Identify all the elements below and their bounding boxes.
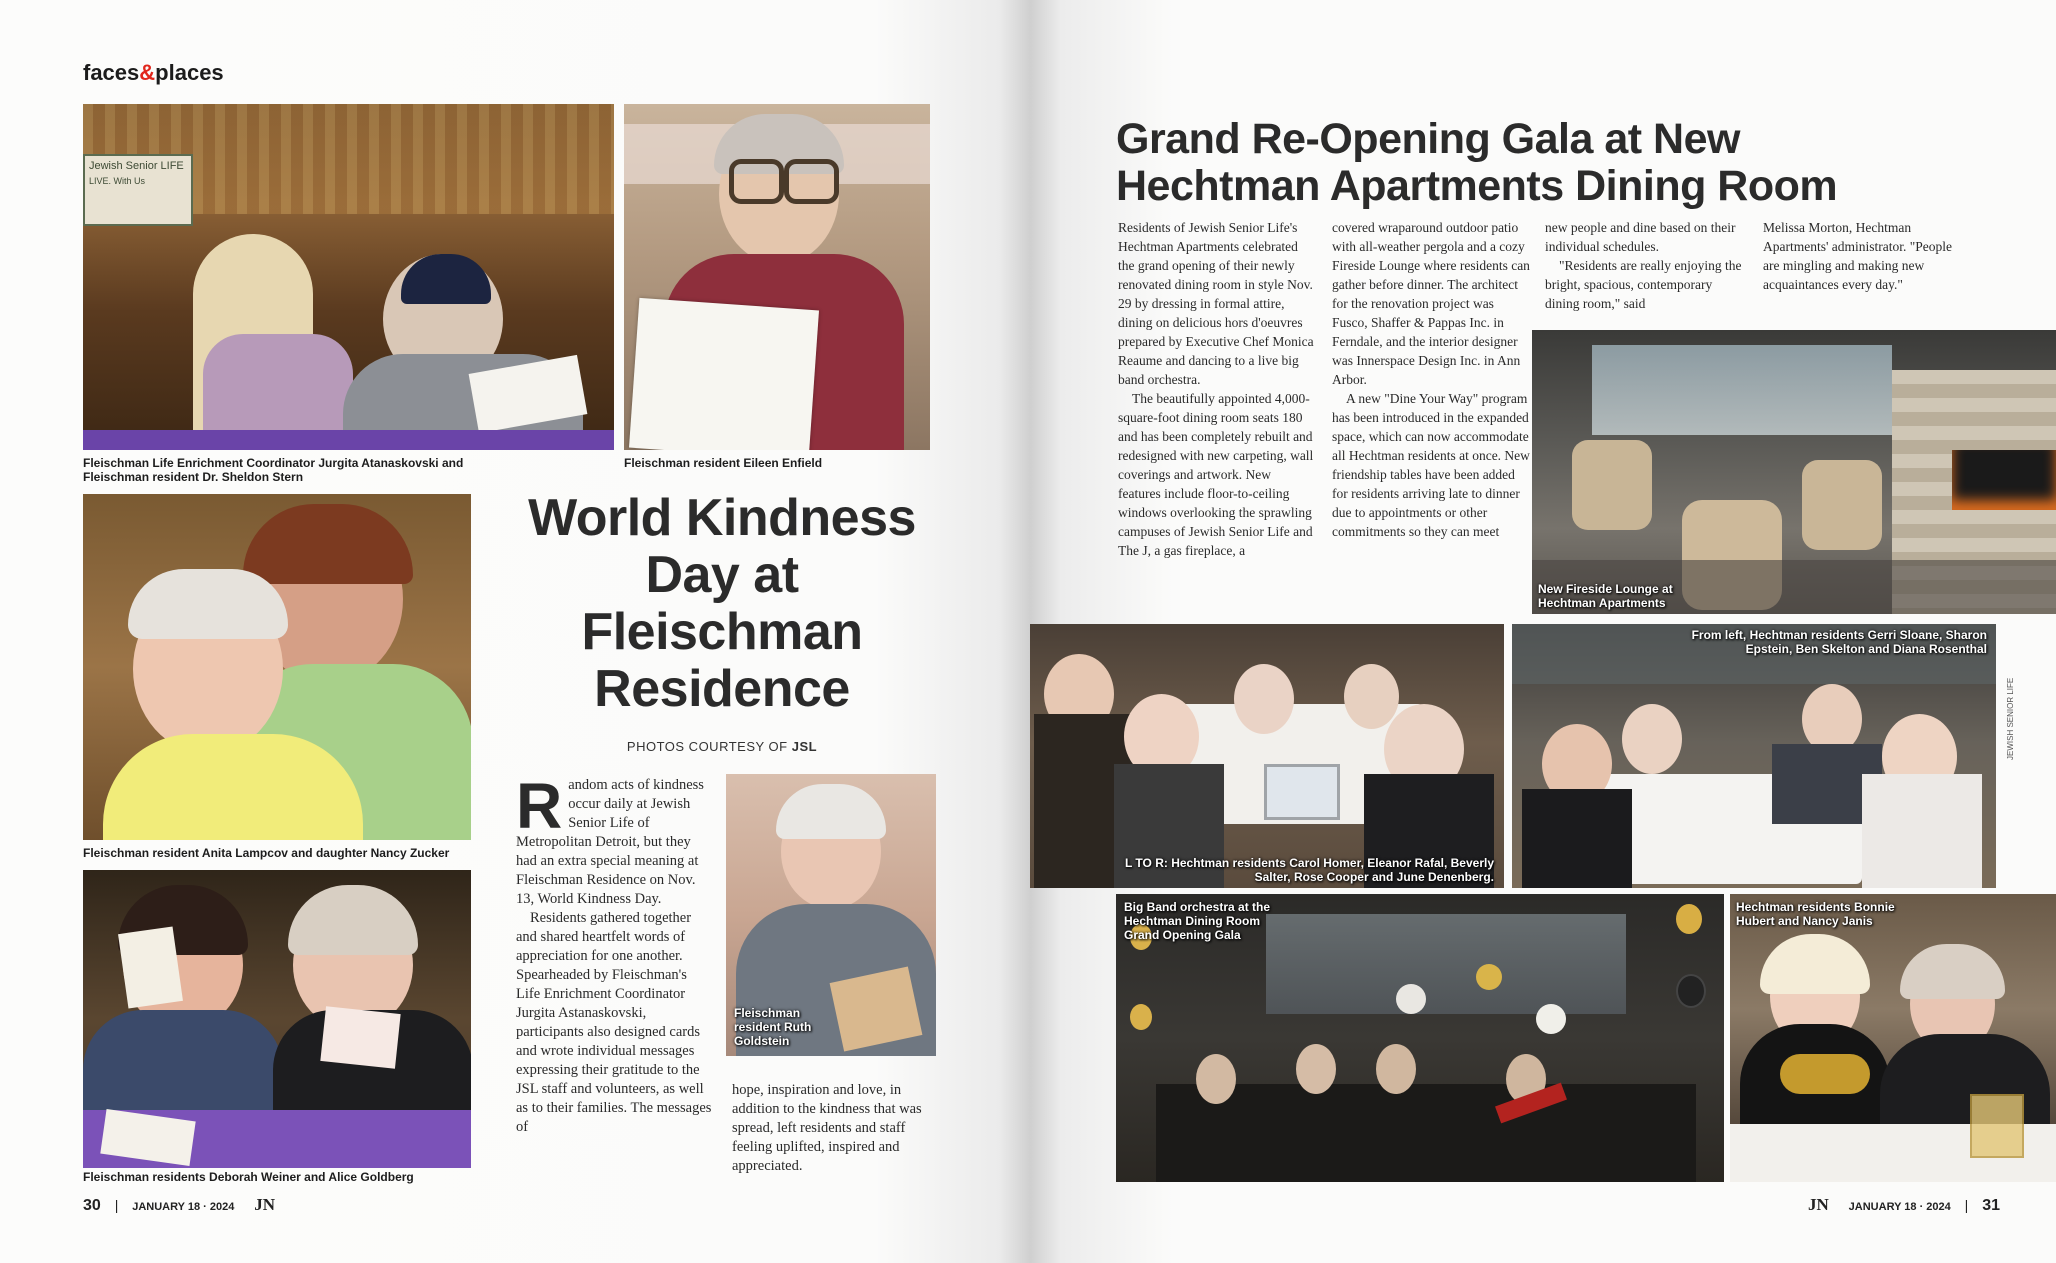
left-body-col1 bbox=[516, 770, 712, 1137]
right-body-col4 bbox=[1763, 218, 1963, 294]
section-label-faces: faces bbox=[83, 60, 140, 85]
section-label bbox=[83, 60, 224, 86]
sign-subtext: LIVE. With Us bbox=[89, 176, 146, 186]
section-label-places: places bbox=[155, 60, 224, 85]
right-body-col4-p1: Melissa Morton, Hechtman Apartments' administrator. "People are mingling and making new acquaintances every day." bbox=[1763, 220, 1953, 292]
right-body-col3-p2: "Residents are really enjoying the bright, spacious, contemporary dining room," said bbox=[1545, 258, 1742, 311]
caption-photo3: Fleischman resident Anita Lampcov and daughter Nancy Zucker bbox=[83, 846, 450, 860]
photo-big-band bbox=[1116, 894, 1724, 1182]
left-folio: 30 | JANUARY 18 · 2024 JN bbox=[83, 1195, 275, 1214]
right-folio: JN JANUARY 18 · 2024 | 31 bbox=[1808, 1195, 2000, 1214]
jsl-sign bbox=[83, 154, 193, 226]
caption-right-group: From left, Hechtman residents Gerri Sloane, Sharon Epstein, Ben Skelton and Diana Rosenthal bbox=[1691, 628, 1987, 656]
section-label-amp: & bbox=[139, 60, 156, 85]
sign-text: Jewish Senior LIFE bbox=[89, 160, 184, 172]
right-headline: Grand Re-Opening Gala at New Hechtman Apartments Dining Room bbox=[1116, 115, 1838, 210]
photo-left-group bbox=[1030, 624, 1504, 888]
caption-band: Big Band orchestra at the Hechtman Dining Room Grand Opening Gala bbox=[1124, 900, 1271, 942]
folio-date-left: JANUARY 18 · 2024 bbox=[132, 1201, 235, 1213]
caption-left-group: L TO R: Hechtman residents Carol Homer, Eleanor Rafal, Beverly Salter, Rose Cooper and June Denenberg. bbox=[1124, 856, 1494, 884]
folio-number-left: 30 bbox=[83, 1197, 101, 1214]
right-body-col3 bbox=[1545, 218, 1745, 313]
photo-fireside-lounge bbox=[1532, 330, 2056, 614]
folio-logo-left: JN bbox=[254, 1195, 275, 1214]
caption-photo5: Fleischman resident Ruth Goldstein bbox=[734, 1006, 812, 1048]
photo-enrichment-coordinator bbox=[83, 104, 614, 450]
left-body-p2: Residents gathered together and shared heartfelt words of appreciation for one another. Spearheaded by Fleischman's Life Enrichment Coordinator Jurgita Astanaskovski, participants also designed cards and wrote individual messages expressing their gratitude to the JSL staff and volunteers, as well as to their families. The messages of bbox=[516, 910, 712, 1135]
caption-photo4: Fleischman residents Deborah Weiner and Alice Goldberg bbox=[83, 1170, 414, 1184]
right-page bbox=[1030, 0, 2056, 1263]
photo-hubert-janis bbox=[1730, 894, 2056, 1182]
photo-right-group bbox=[1512, 624, 1996, 888]
right-body-col3-p1: new people and dine based on their individual schedules. bbox=[1545, 220, 1736, 254]
folio-date-right: JANUARY 18 · 2024 bbox=[1848, 1201, 1951, 1213]
photo-eileen-enfield bbox=[624, 104, 930, 450]
caption-pair: Hechtman residents Bonnie Hubert and Nancy Janis bbox=[1736, 900, 1895, 928]
left-body-p1: andom acts of kindness occur daily at Jewish Senior Life of Metropolitan Detroit, but they had an extra special meaning at Fleischman Residence on Nov. 13, World Kindness Day. bbox=[516, 777, 704, 907]
folio-logo-right: JN bbox=[1808, 1195, 1829, 1214]
folio-number-right: 31 bbox=[1982, 1197, 2000, 1214]
right-body-col2-p1: covered wraparound outdoor patio with all-weather pergola and a cozy Fireside Lounge where residents can gather before dinner. The architect for the renovation project was Fusco, Shaffer & Pappas Inc. in Ferndale, and the interior designer was Innerspace Design Inc. in Ann Arbor. bbox=[1332, 220, 1530, 387]
photo-ruth-goldstein bbox=[726, 774, 936, 1056]
dropcap: R bbox=[516, 770, 563, 842]
right-body-col1 bbox=[1118, 218, 1316, 560]
photo-credit-vertical: JEWISH SENIOR LIFE bbox=[2006, 677, 2015, 760]
left-body-col2-text: hope, inspiration and love, in addition to the kindness that was spread, left residents and staff feeling uplifted, inspired and appreciated. bbox=[732, 1082, 922, 1174]
right-body-col1-p1: Residents of Jewish Senior Life's Hechtman Apartments celebrated the grand opening of their newly renovated dining room in style Nov. 29 by dressing in formal attire, dining on delicious hors d'oeuvres prepared by Executive Chef Monica Reaume and dancing to a live big band orchestra. bbox=[1118, 220, 1314, 387]
credit-prefix: PHOTOS COURTESY OF bbox=[626, 739, 788, 754]
right-body-col1-p2: The beautifully appointed 4,000-square-foot dining room seats 180 and has been completely rebuilt and redesigned with new carpeting, wall coverings and artwork. New features include floor-to-ceiling windows overlooking the sprawling campuses of Jewish Senior Life and The J, a gas fireplace, a bbox=[1118, 391, 1314, 558]
left-headline: World Kindness Day at Fleischman Residence bbox=[528, 489, 916, 718]
photo-anita-lampcov bbox=[83, 494, 471, 840]
photo-credit-line bbox=[510, 739, 934, 754]
right-body-col2-p2: A new "Dine Your Way" program has been introduced in the expanded space, which can now accommodate all Hechtman residents at once. New friendship tables have been added for residents arriving late to dinner due to appointments or other commitments so they can meet bbox=[1332, 391, 1530, 539]
caption-photo2: Fleischman resident Eileen Enfield bbox=[624, 456, 823, 470]
left-body-col2 bbox=[732, 1081, 932, 1176]
caption-photo1: Fleischman Life Enrichment Coordinator Jurgita Atanaskovski and Fleischman resident Dr. Sheldon Stern bbox=[83, 456, 464, 484]
right-body-col2 bbox=[1332, 218, 1530, 541]
credit-name: JSL bbox=[791, 739, 818, 754]
photo-weiner-goldberg bbox=[83, 870, 471, 1168]
caption-lounge: New Fireside Lounge at Hechtman Apartments bbox=[1538, 582, 1673, 610]
